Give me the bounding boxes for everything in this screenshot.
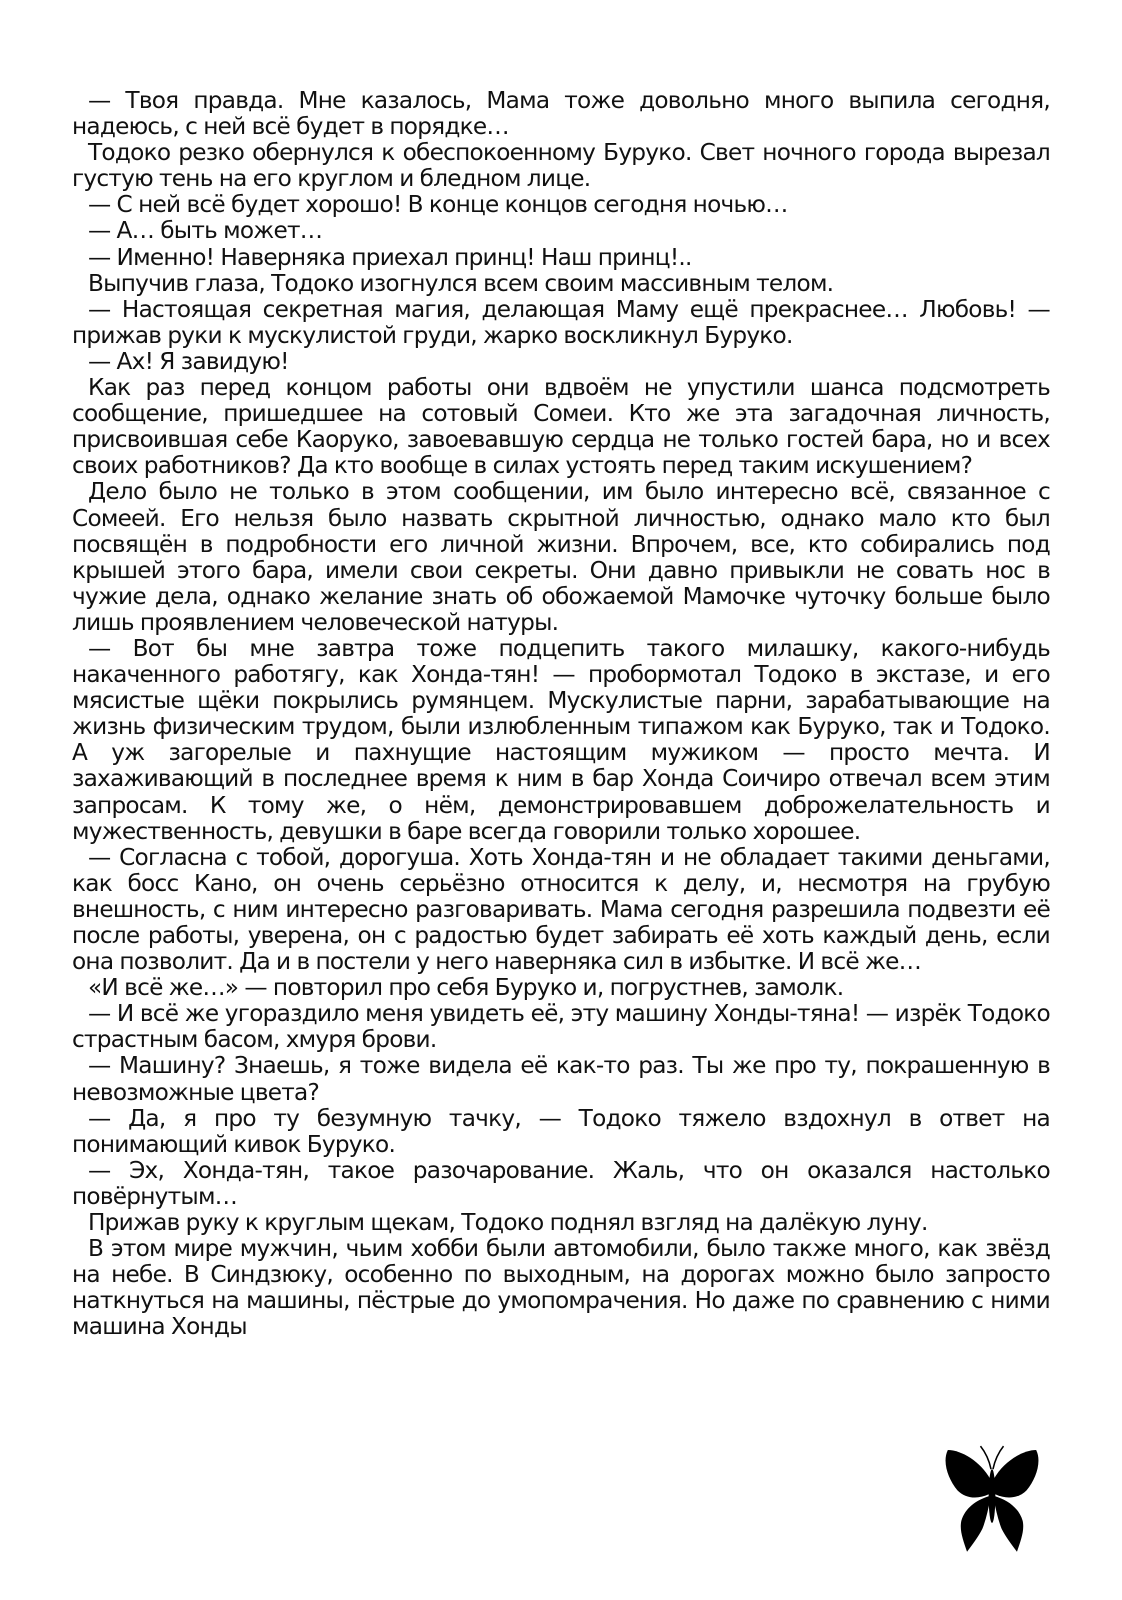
butterfly-shape <box>946 1446 1039 1552</box>
paragraph: — Вот бы мне завтра тоже подцепить такого милашку, какого-нибудь накаченного работягу, как Хонда-тян! — пробормотал Тодоко в экстазе, и его мясистые щёки покрылись румянцем. Мускулистые парни, зарабатывающие на жизнь физическим трудом, были излюбленным типажом как Буруко, так и Тодоко. А уж загорелые и пахнущие настоящим мужиком — просто мечта. И захаживающий в последнее время к ним в бар Хонда Соичиро отвечал всем этим запросам. К тому же, о нём, демонстрировавшем доброжелательность и мужественность, девушки в баре всегда говорили только хорошее. <box>72 634 1050 845</box>
page-text <box>72 88 1050 1341</box>
paragraph: — Ах! Я завидую! <box>88 347 289 375</box>
paragraph: В этом мире мужчин, чьим хобби были автомобили, было также много, как звёзд на небе. В Синдзюку, особенно по выходным, на дорогах можно было запросто наткнуться на машины, пёстрые до умопомрачения. Но даже по сравнению с ними машина Хонды <box>72 1235 1050 1341</box>
paragraph: — С ней всё будет хорошо! В конце концов сегодня ночью… <box>88 191 788 219</box>
butterfly-icon <box>944 1440 1040 1556</box>
paragraph: — И всё же угораздило меня увидеть её, эту машину Хонды-тяна! — изрёк Тодоко страстным басом, хмуря брови. <box>72 1000 1050 1054</box>
paragraph: — Именно! Наверняка приехал принц! Наш принц!.. <box>88 243 692 271</box>
paragraph: — Машину? Знаешь, я тоже видела её как-то раз. Ты же про ту, покрашенную в невозможные цвета? <box>72 1052 1050 1106</box>
paragraph: Прижав руку к круглым щекам, Тодоко поднял взгляд на далёкую луну. <box>88 1209 928 1237</box>
paragraph: Дело было не только в этом сообщении, им было интересно всё, связанное с Сомеей. Его нельзя было назвать скрытной личностью, однако мало кто был посвящён в подробности его личной жизни. Впрочем, все, кто собирались под крышей этого бара, имели свои секреты. Они давно привыкли не совать нос в чужие дела, однако желание знать об обожаемой Мамочке чуточку больше было лишь проявлением человеческой натуры. <box>72 478 1050 636</box>
paragraph: Выпучив глаза, Тодоко изогнулся всем своим массивным телом. <box>88 269 834 297</box>
paragraph: — А… быть может… <box>88 217 323 245</box>
paragraph: Тодоко резко обернулся к обеспокоенному Буруко. Свет ночного города вырезал густую тень на его круглом и бледном лице. <box>72 139 1050 193</box>
paragraph: — Эх, Хонда-тян, такое разочарование. Жаль, что он оказался настолько повёрнутым… <box>72 1156 1050 1210</box>
paragraph: — Да, я про ту безумную тачку, — Тодоко тяжело вздохнул в ответ на понимающий кивок Буруко. <box>72 1104 1050 1158</box>
paragraph: «И всё же…» — повторил про себя Буруко и, погрустнев, замолк. <box>88 974 844 1002</box>
paragraph: — Твоя правда. Мне казалось, Мама тоже довольно много выпила сегодня, надеюсь, с ней всё будет в порядке… <box>72 87 1050 141</box>
paragraph: — Согласна с тобой, дорогуша. Хоть Хонда-тян и не обладает такими деньгами, как босс Кано, он очень серьёзно относится к делу, и, несмотря на грубую внешность, с ним интересно разговаривать. Мама сегодня разрешила подвезти её после работы, уверена, он с радостью будет забирать её хоть каждый день, если она позволит. Да и в постели у него наверняка сил в избытке. И всё же… <box>72 843 1050 976</box>
paragraph: — Настоящая секретная магия, делающая Маму ещё прекраснее… Любовь! — прижав руки к мускулистой груди, жарко воскликнул Буруко. <box>72 295 1050 349</box>
paragraph: Как раз перед концом работы они вдвоём не упустили шанса подсмотреть сообщение, пришедшее на сотовый Сомеи. Кто же эта загадочная личность, присвоившая себе Каоруко, завоевавшую сердца не только гостей бара, но и всех своих работников? Да кто вообще в силах устоять перед таким искушением? <box>72 374 1050 480</box>
